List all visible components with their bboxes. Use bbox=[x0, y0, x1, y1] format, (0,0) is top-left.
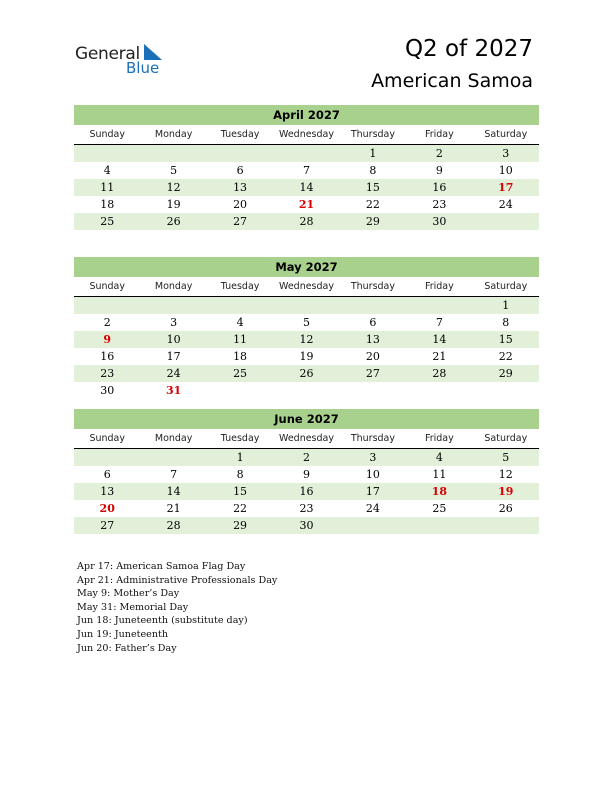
weekday-label: Wednesday bbox=[278, 129, 334, 140]
day-cell: 20 bbox=[365, 350, 380, 363]
day-cell bbox=[273, 382, 339, 399]
day-cell: 15 bbox=[365, 181, 380, 194]
holiday-note: Jun 19: Juneteenth bbox=[77, 628, 169, 640]
weekday-header-row bbox=[74, 127, 539, 145]
day-cell bbox=[140, 449, 206, 466]
week-row bbox=[74, 213, 539, 230]
day-cell bbox=[473, 517, 539, 534]
page-subtitle: American Samoa bbox=[371, 70, 533, 92]
day-cell: 23 bbox=[432, 198, 447, 211]
holiday-day-cell: 21 bbox=[298, 198, 315, 211]
day-cell: 16 bbox=[299, 485, 314, 498]
day-cell: 7 bbox=[435, 316, 443, 329]
week-row bbox=[74, 331, 539, 348]
holiday-notes bbox=[77, 560, 277, 655]
day-cell: 12 bbox=[299, 333, 314, 346]
week-row bbox=[74, 365, 539, 382]
holiday-note: Jun 18: Juneteenth (substitute day) bbox=[77, 615, 248, 627]
day-cell: 15 bbox=[233, 485, 248, 498]
day-cell bbox=[273, 145, 339, 162]
day-cell: 15 bbox=[498, 333, 513, 346]
week-row bbox=[74, 466, 539, 483]
weekday-label: Saturday bbox=[484, 281, 528, 292]
day-cell: 1 bbox=[236, 451, 244, 464]
day-cell bbox=[340, 382, 406, 399]
holiday-note: Apr 17: American Samoa Flag Day bbox=[77, 561, 246, 572]
day-cell: 30 bbox=[432, 215, 447, 228]
day-cell: 19 bbox=[166, 198, 181, 211]
day-cell bbox=[140, 297, 206, 314]
day-cell: 29 bbox=[365, 215, 380, 228]
month-header: June 2027 bbox=[74, 409, 539, 429]
day-cell: 1 bbox=[502, 299, 510, 312]
day-cell: 24 bbox=[498, 198, 513, 211]
weekday-label: Monday bbox=[154, 433, 193, 444]
day-cell: 1 bbox=[369, 147, 377, 160]
weekday-label: Monday bbox=[154, 129, 193, 140]
day-cell bbox=[406, 382, 472, 399]
day-cell: 8 bbox=[236, 468, 244, 481]
day-cell: 5 bbox=[170, 164, 178, 177]
day-cell: 18 bbox=[233, 350, 248, 363]
day-cell: 11 bbox=[432, 468, 447, 481]
day-cell: 27 bbox=[365, 367, 380, 380]
weekday-header-row bbox=[74, 431, 539, 449]
weekday-label: Thursday bbox=[350, 433, 396, 444]
day-cell bbox=[406, 297, 472, 314]
day-cell: 9 bbox=[435, 164, 443, 177]
weekday-label: Friday bbox=[424, 433, 454, 444]
week-row bbox=[74, 179, 539, 196]
day-cell bbox=[473, 382, 539, 399]
day-cell: 28 bbox=[166, 519, 181, 532]
day-cell: 8 bbox=[369, 164, 377, 177]
day-cell: 23 bbox=[299, 502, 314, 515]
weekday-label: Sunday bbox=[89, 281, 125, 292]
day-cell: 21 bbox=[432, 350, 447, 363]
day-cell: 28 bbox=[299, 215, 314, 228]
day-cell: 27 bbox=[233, 215, 248, 228]
day-cell: 3 bbox=[502, 147, 510, 160]
day-cell: 2 bbox=[103, 316, 111, 329]
day-cell: 23 bbox=[100, 367, 115, 380]
weekday-label: Saturday bbox=[484, 433, 528, 444]
week-row bbox=[74, 145, 539, 162]
day-cell: 5 bbox=[502, 451, 510, 464]
day-cell: 6 bbox=[236, 164, 244, 177]
day-cell: 27 bbox=[100, 519, 115, 532]
week-row bbox=[74, 517, 539, 534]
holiday-day-cell: 17 bbox=[498, 181, 514, 194]
day-cell: 29 bbox=[498, 367, 513, 380]
weekday-label: Friday bbox=[424, 129, 454, 140]
weekday-label: Thursday bbox=[350, 129, 396, 140]
day-cell: 13 bbox=[233, 181, 248, 194]
day-cell: 14 bbox=[299, 181, 314, 194]
day-cell: 6 bbox=[103, 468, 111, 481]
holiday-day-cell: 9 bbox=[103, 333, 112, 346]
day-cell: 30 bbox=[100, 384, 115, 397]
week-row bbox=[74, 449, 539, 466]
day-cell: 22 bbox=[365, 198, 380, 211]
weekday-label: Monday bbox=[154, 281, 193, 292]
day-cell: 12 bbox=[166, 181, 181, 194]
day-cell: 25 bbox=[100, 215, 115, 228]
day-cell: 11 bbox=[233, 333, 248, 346]
day-cell: 16 bbox=[100, 350, 115, 363]
week-row bbox=[74, 500, 539, 517]
week-row bbox=[74, 348, 539, 365]
weekday-label: Friday bbox=[424, 281, 454, 292]
day-cell: 24 bbox=[166, 367, 181, 380]
day-cell: 4 bbox=[435, 451, 443, 464]
day-cell: 18 bbox=[100, 198, 115, 211]
day-cell bbox=[207, 297, 273, 314]
weekday-label: Tuesday bbox=[220, 433, 260, 444]
generalblue-logo bbox=[75, 44, 175, 78]
month-calendar-may bbox=[74, 257, 539, 399]
week-row bbox=[74, 314, 539, 331]
day-cell: 19 bbox=[299, 350, 314, 363]
day-cell: 2 bbox=[302, 451, 310, 464]
holiday-note: Jun 20: Father’s Day bbox=[77, 642, 177, 654]
day-cell: 25 bbox=[432, 502, 447, 515]
day-cell: 26 bbox=[299, 367, 314, 380]
day-cell: 26 bbox=[498, 502, 513, 515]
logo-general-text: General bbox=[75, 44, 140, 64]
day-cell: 30 bbox=[299, 519, 314, 532]
day-cell: 10 bbox=[365, 468, 380, 481]
day-cell: 25 bbox=[233, 367, 248, 380]
weekday-label: Tuesday bbox=[220, 129, 260, 140]
month-calendar-june bbox=[74, 409, 539, 534]
day-cell: 11 bbox=[100, 181, 115, 194]
day-cell bbox=[340, 297, 406, 314]
day-cell: 8 bbox=[502, 316, 510, 329]
holiday-day-cell: 18 bbox=[431, 485, 447, 498]
day-cell bbox=[74, 297, 140, 314]
week-row bbox=[74, 297, 539, 314]
week-row bbox=[74, 483, 539, 500]
day-cell: 24 bbox=[365, 502, 380, 515]
holiday-day-cell: 31 bbox=[165, 384, 182, 397]
day-cell: 5 bbox=[302, 316, 310, 329]
day-cell: 20 bbox=[233, 198, 248, 211]
weeks-grid bbox=[74, 297, 539, 399]
weekday-label: Tuesday bbox=[220, 281, 260, 292]
day-cell bbox=[473, 213, 539, 230]
weekday-label: Sunday bbox=[89, 129, 125, 140]
day-cell: 22 bbox=[233, 502, 248, 515]
weekday-label: Wednesday bbox=[278, 281, 334, 292]
weeks-grid bbox=[74, 449, 539, 534]
day-cell: 26 bbox=[166, 215, 181, 228]
day-cell: 3 bbox=[369, 451, 377, 464]
weeks-grid bbox=[74, 145, 539, 230]
day-cell bbox=[406, 517, 472, 534]
day-cell: 4 bbox=[103, 164, 111, 177]
day-cell: 2 bbox=[435, 147, 443, 160]
weekday-label: Wednesday bbox=[278, 433, 334, 444]
holiday-day-cell: 20 bbox=[99, 502, 115, 515]
day-cell bbox=[207, 382, 273, 399]
day-cell: 22 bbox=[498, 350, 513, 363]
month-calendar-april bbox=[74, 105, 539, 230]
holiday-note: May 31: Memorial Day bbox=[77, 601, 189, 613]
holiday-note: Apr 21: Administrative Professionals Day bbox=[77, 574, 278, 586]
day-cell: 28 bbox=[432, 367, 447, 380]
day-cell: 13 bbox=[365, 333, 380, 346]
day-cell: 7 bbox=[170, 468, 178, 481]
day-cell: 16 bbox=[432, 181, 447, 194]
day-cell: 6 bbox=[369, 316, 377, 329]
day-cell bbox=[207, 145, 273, 162]
holiday-day-cell: 19 bbox=[498, 485, 514, 498]
day-cell: 12 bbox=[498, 468, 513, 481]
weekday-label: Sunday bbox=[89, 433, 125, 444]
month-header: May 2027 bbox=[74, 257, 539, 277]
day-cell: 10 bbox=[498, 164, 513, 177]
holiday-note: May 9: Mother’s Day bbox=[77, 588, 180, 600]
day-cell bbox=[340, 517, 406, 534]
day-cell bbox=[74, 145, 140, 162]
day-cell bbox=[74, 449, 140, 466]
weekday-label: Thursday bbox=[350, 281, 396, 292]
day-cell: 4 bbox=[236, 316, 244, 329]
day-cell: 14 bbox=[432, 333, 447, 346]
weekday-header-row bbox=[74, 279, 539, 297]
day-cell: 13 bbox=[100, 485, 115, 498]
week-row bbox=[74, 382, 539, 399]
logo-flag-icon bbox=[142, 44, 162, 60]
weekday-label: Saturday bbox=[484, 129, 528, 140]
day-cell: 29 bbox=[233, 519, 248, 532]
day-cell: 7 bbox=[302, 164, 310, 177]
day-cell: 17 bbox=[365, 485, 380, 498]
week-row bbox=[74, 196, 539, 213]
logo-blue-text: Blue bbox=[126, 59, 160, 77]
week-row bbox=[74, 162, 539, 179]
day-cell: 10 bbox=[166, 333, 181, 346]
day-cell: 9 bbox=[302, 468, 310, 481]
day-cell bbox=[140, 145, 206, 162]
day-cell: 17 bbox=[166, 350, 181, 363]
day-cell: 14 bbox=[166, 485, 181, 498]
month-header: April 2027 bbox=[74, 105, 539, 125]
day-cell: 3 bbox=[170, 316, 178, 329]
day-cell: 21 bbox=[166, 502, 181, 515]
day-cell bbox=[273, 297, 339, 314]
page-title: Q2 of 2027 bbox=[404, 36, 533, 62]
